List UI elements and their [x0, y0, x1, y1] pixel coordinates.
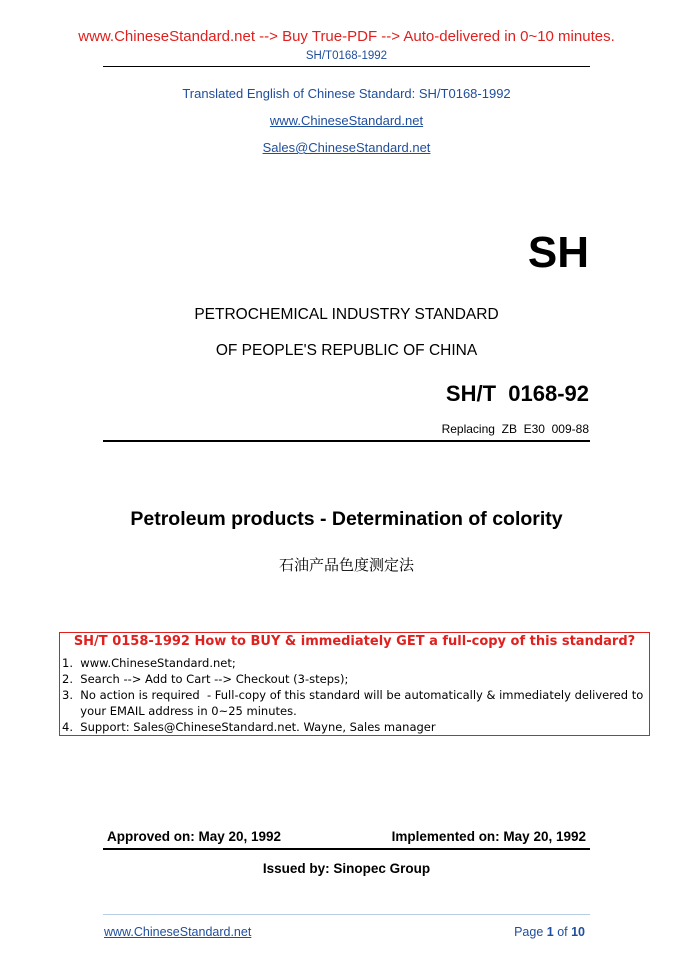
page-current: 1: [546, 925, 554, 939]
purchase-step: 4. Support: Sales@ChineseStandard.net. Wayne, Sales manager: [62, 720, 436, 734]
dates-divider: [103, 848, 590, 850]
header-divider: [103, 66, 590, 67]
footer-website-link[interactable]: www.ChineseStandard.net: [104, 925, 252, 939]
purchase-step: your EMAIL address in 0~25 minutes.: [62, 704, 297, 718]
purchase-info-box: [59, 632, 650, 736]
sh-logo-text: SH: [527, 228, 589, 277]
cover-divider: [103, 440, 590, 442]
standard-number: SH/T 0168-92: [445, 381, 589, 406]
purchase-step: 1. www.ChineseStandard.net;: [62, 656, 236, 670]
org-line-1: PETROCHEMICAL INDUSTRY STANDARD: [194, 306, 499, 323]
document-title-chinese: 石油产品色度测定法: [278, 556, 414, 574]
page-indicator: [514, 925, 585, 939]
website-link[interactable]: www.ChineseStandard.net: [269, 113, 424, 128]
implemented-date: Implemented on: May 20, 1992: [391, 829, 586, 844]
approved-date: Approved on: May 20, 1992: [107, 829, 282, 844]
purchase-step: 2. Search --> Add to Cart --> Checkout (3-steps);: [62, 672, 349, 686]
document-title: Petroleum products - Determination of colority: [130, 508, 563, 530]
page-of: of: [553, 925, 572, 939]
header-std-code: SH/T0168-1992: [305, 50, 388, 62]
purchase-heading: SH/T 0158-1992 How to BUY & immediately GET a full-copy of this standard?: [73, 634, 636, 649]
org-line-2: OF PEOPLE'S REPUBLIC OF CHINA: [215, 342, 478, 359]
replacing-note: Replacing ZB E30 009-88: [441, 422, 589, 436]
page-label: Page: [514, 925, 547, 939]
promo-banner[interactable]: www.ChineseStandard.net --> Buy True-PDF --> Auto-delivered in 0~10 minutes.: [78, 28, 615, 45]
page-total: 10: [571, 925, 585, 939]
purchase-steps: [62, 655, 643, 735]
translation-note: Translated English of Chinese Standard: SH/T0168-1992: [182, 86, 511, 101]
email-link[interactable]: Sales@ChineseStandard.net: [262, 140, 431, 155]
website-link-row: [0, 112, 693, 130]
purchase-step: 3. No action is required - Full-copy of this standard will be automatically & immediately delivered to: [62, 688, 644, 702]
email-link-row: [0, 139, 693, 157]
issuer: Issued by: Sinopec Group: [262, 861, 431, 876]
footer-divider: [103, 914, 590, 915]
